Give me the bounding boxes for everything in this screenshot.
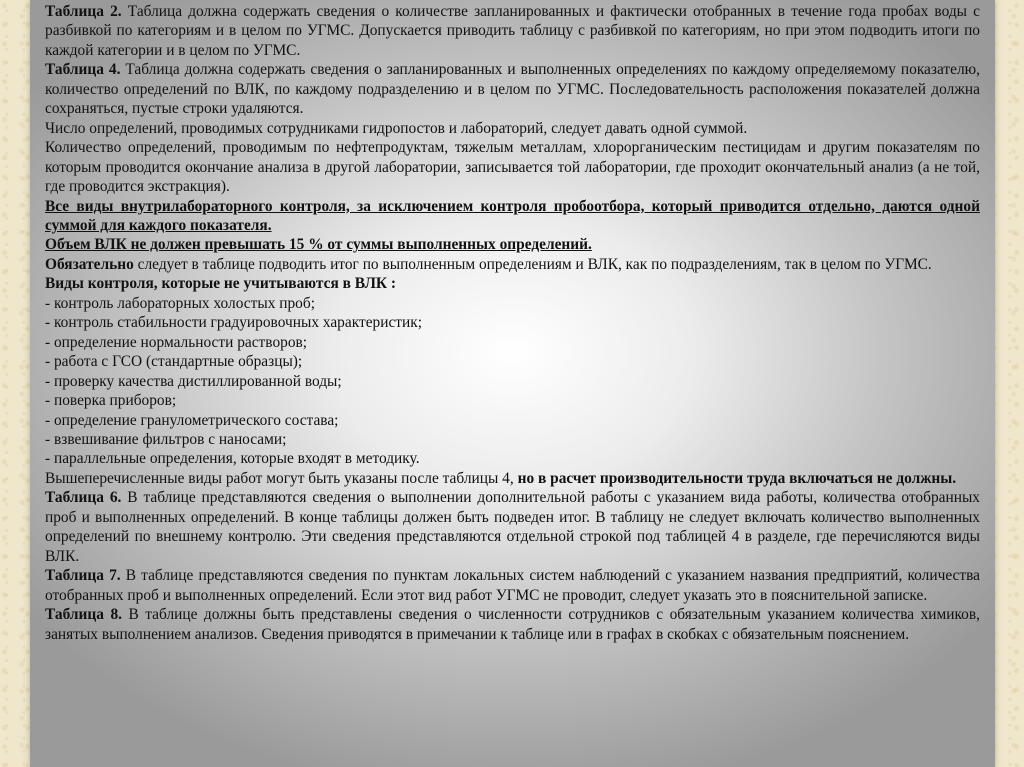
paragraph-mandatory — [45, 255, 980, 274]
paragraph-table-8 — [45, 605, 980, 644]
paragraph-vlk-all — [45, 197, 980, 236]
slide-text-body — [45, 2, 980, 765]
vlk-15-emphasis: Объем ВЛК не должен превышать 15 % от суммы выполненных определений. — [45, 236, 592, 254]
table-4-heading: Таблица 4. — [45, 61, 121, 79]
list-item: - определение гранулометрического состава; — [45, 411, 339, 429]
table-7-heading: Таблица 7. — [45, 567, 121, 585]
table-7-text: В таблице представляются сведения по пунктам локальных систем наблюдений с указанием названия предприятий, количества отобранных проб и выполненных определений. Если этот вид работ УГМС не проводит, следует указать это в пояснительной записке. — [45, 567, 980, 604]
table-2-heading: Таблица 2. — [45, 3, 122, 20]
mandatory-heading: Обязательно — [45, 255, 134, 273]
list-item: - контроль стабильности градуировочных характеристик; — [45, 314, 423, 332]
paragraph-table-7 — [45, 566, 980, 605]
paragraph-vlk-15 — [45, 235, 980, 254]
after-list-text: Вышеперечисленные виды работ могут быть указаны после таблицы 4, — [45, 469, 518, 487]
paragraph-table-4 — [45, 60, 980, 118]
paragraph-hydroposts: Число определений, проводимых сотрудниками гидропостов и лабораторий, следует давать одной суммой. — [45, 119, 748, 137]
after-list-emphasis: но в расчет производительности труда включаться не должны. — [517, 469, 957, 487]
mandatory-text: следует в таблице подводить итог по выполненным определениям и ВЛК, как по подразделениям, так в целом по УГМС. — [133, 255, 932, 273]
table-2-text: Таблица должна содержать сведения о количестве запланированных и фактически отобранных в течение года пробах воды с разбивкой по категориям и в целом по УГМС. Допускается приводить таблицу с разбивкой по категориям, но при этом подводить итоги по каждой категории и в целом по УГМС. — [45, 3, 980, 59]
table-8-text: В таблице должны быть представлены сведения о численности сотрудников с обязательным указанием количества химиков, занятых выполнением анализов. Сведения приводятся в примечании к таблице или в графах в скобках с обязательным пояснением. — [45, 606, 980, 643]
list-item: - определение нормальности растворов; — [45, 333, 308, 351]
list-item: - взвешивание фильтров с наносами; — [45, 430, 287, 448]
control-types-heading — [45, 274, 980, 293]
list-item: - параллельные определения, которые входят в методику. — [45, 450, 420, 468]
vlk-all-emphasis: Все виды внутрилабораторного контроля, за исключением контроля пробоотбора, который приводится отдельно, даются одной суммой для каждого показателя. — [45, 197, 980, 234]
list-item: - проверку качества дистиллированной воды; — [45, 372, 342, 390]
list-item: - работа с ГСО (стандартные образцы); — [45, 353, 303, 371]
list-item: - поверка приборов; — [45, 392, 177, 410]
table-8-heading: Таблица 8. — [45, 606, 122, 624]
paragraph-table-6 — [45, 488, 980, 566]
paragraph-oil-products: Количество определений, проводимым по нефтепродуктам, тяжелым металлам, хлорорганическим пестицидам и другим показателям по которым проводится окончание анализа в другой лаборатории, записывается той лаборатории, где проходит окончательный анализ (а не той, где проводится экстракция). — [45, 139, 980, 196]
list-item: - контроль лабораторных холостых проб; — [45, 294, 315, 312]
paragraph-table-2 — [45, 2, 980, 60]
paragraph-after-list — [45, 469, 980, 488]
control-types-title: Виды контроля, которые не учитываются в ВЛК : — [45, 275, 397, 293]
table-6-text: В таблице представляются сведения о выполнении дополнительной работы с указанием вида работы, количества отобранных проб и выполненных определений. В конце таблицы должен быть подведен итог. В таблицу не следует включать количество выполненных определений по внешнему контролю. Эти сведения представляются отдельной строкой под таблицей 4 в разделе, где перечисляются виды ВЛК. — [45, 489, 980, 565]
table-4-text: Таблица должна содержать сведения о запланированных и выполненных определениях по каждому определяемому показателю, количество определений по ВЛК, по каждому подразделению и в целом по УГМС. Последовательность расположения показателей должна сохраняться, пустые строки удаляются. — [45, 61, 980, 118]
table-6-heading: Таблица 6. — [45, 489, 122, 507]
